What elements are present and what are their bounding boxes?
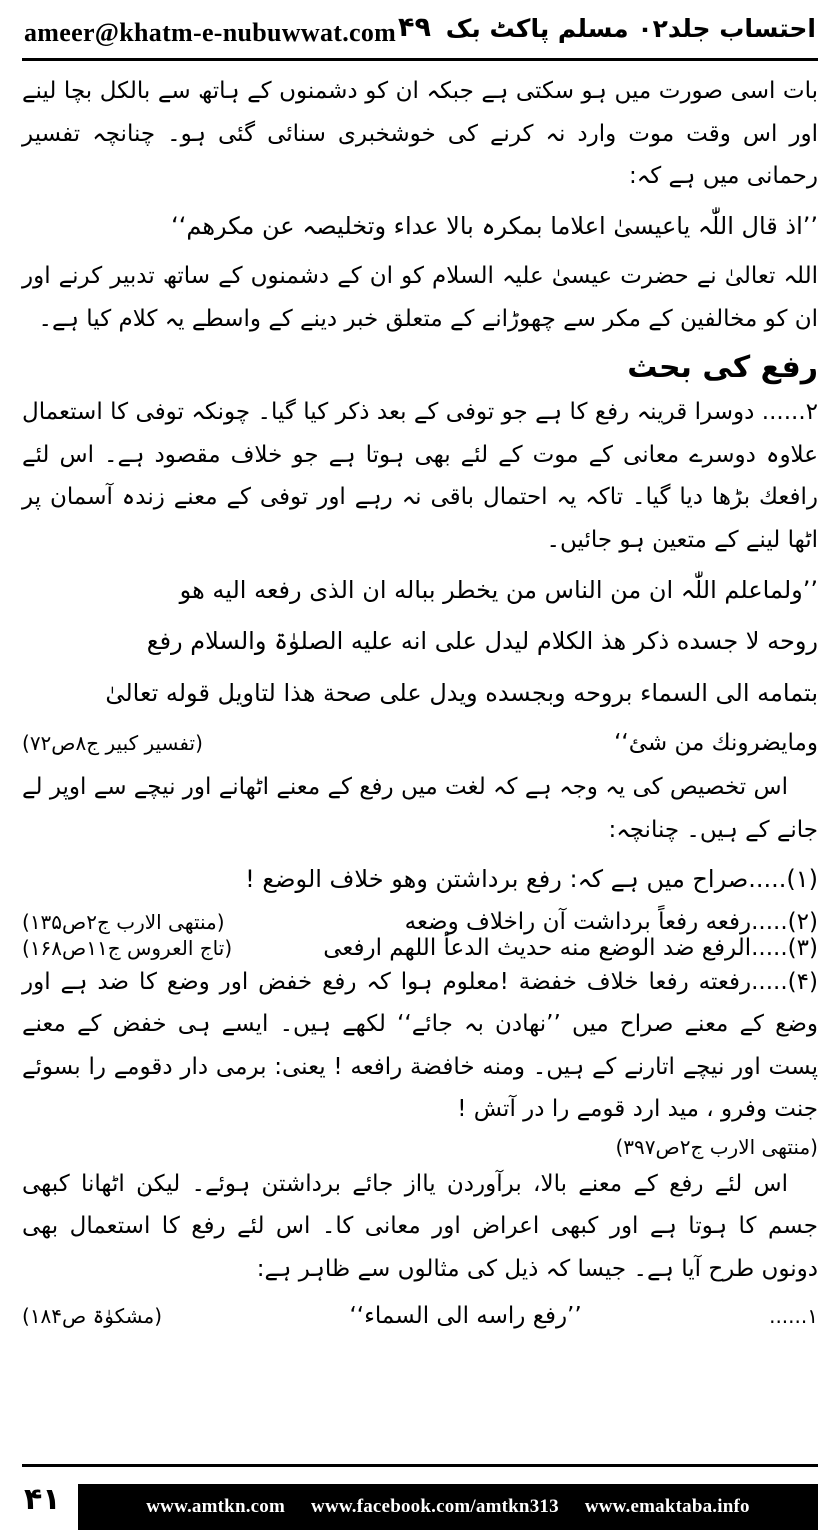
list-item-4: (۴).....رفعته رفعا خلاف خفضة !معلوم ہوا کہ رفع خفض اور وضع کا ضد ہے اور وضع کے معنے صراح میں ’’نهادن بہ جائے‘‘ لکھے ہیں۔ ایسے ہی خفض کے معنے پست اور نیچے اتارنے کے ہیں۔ ومنه خافضة رافعه ! یعنی: برمی دار دقومے را بسوئے جنت وفرو ، مید ارد قومے را در آتش ! — [22, 968, 818, 1123]
list-item-1: (۱).....صراح میں ہے کہ: رفع برداشتن وهو خلاف الوضع ! — [245, 865, 818, 894]
example-1-number: ۱...... — [769, 1303, 818, 1328]
citation-muntahi-al-arab-2: (منتهی الارب ج۲ص۳۹۷) — [615, 1134, 818, 1159]
list-item-3-row — [22, 935, 818, 961]
arabic-quote-2-line-4-row — [22, 722, 818, 766]
section-heading-rafa: رفع کی بحث — [627, 350, 818, 386]
citation-taj-al-uroos: (تاج العروس ج۱۱ص۱۶۸) — [22, 935, 233, 960]
citation-tafseer-kabeer: (تفسیر کبیر ج۸ص۷۲) — [22, 731, 203, 756]
footer-links-bar — [78, 1484, 818, 1530]
page-footer — [0, 1464, 840, 1540]
header-book-title: احتساب جلد۲۰ مسلم پاکٹ بک — [445, 14, 816, 43]
arabic-quote-2-line-1: ’’ولماعلم اللّٰہ ان من الناس من یخطر بباله ان الذی رفعه الیه هو — [179, 575, 818, 604]
footer-link-facebook[interactable]: www.facebook.com/amtkn313 — [311, 1496, 559, 1517]
header-page-number: ۴۹ — [398, 12, 431, 43]
footer-divider — [22, 1464, 818, 1467]
header-email: ameer@khatm-e-nubuwwat.com — [24, 18, 397, 47]
arabic-quote-2-line-4: ومایضرونك من شئ‘‘ — [614, 730, 818, 757]
paragraph-5: اس لئے رفع کے معنے بالا، برآوردن یااز جائے برداشتن ہوئے۔ لیکن اٹھانا کبھی جسم کا ہوتا ہے اور کبھی اعراض اور معانی کا۔ اس لئے رفع کا استعمال بھی دونوں طرح آیا ہے۔ جیسا کہ ذیل کی مثالوں سے ظاہر ہے: — [22, 1170, 818, 1282]
arabic-quote-2-line-3: بتمامه الی السماء بروحه وبجسده ویدل علی صحة هذا لتاویل قوله تعالیٰ — [105, 678, 818, 707]
list-item-2-row — [22, 909, 818, 935]
citation-mishkat: (مشکوٰۃ ص۱۸۴) — [22, 1303, 163, 1328]
paragraph-1: بات اسی صورت میں ہو سکتی ہے جبکہ ان کو دشمنوں کے ہاتھ سے بالکل بچا لینے اور اس وقت موت وارد نہ کرنے کی خوشخبری سنائی گئی ہو۔ چنانچہ تفسیر رحمانی میں ہے کہ: — [22, 78, 818, 190]
list-item-2: (۲).....رفعه رفعاً برداشت آن راخلاف وضعه — [404, 908, 818, 935]
footer-link-amtkn[interactable]: www.amtkn.com — [146, 1496, 286, 1517]
example-1-text: ’’رفع راسه الی السماء‘‘ — [349, 1302, 582, 1329]
list-item-3: (۳).....الرفع ضد الوضع منه حدیث الدعأ اللهم ارفعی — [323, 934, 818, 961]
paragraph-4: اس تخصیص کی یہ وجہ ہے کہ لغت میں رفع کے معنے اٹھانے اور نیچے سے اوپر لے جانے کے ہیں۔ چنانچہ: — [22, 773, 818, 843]
arabic-quote-2-line-2: روحه لا جسده ذکر هذ الکلام لیدل علی انه علیه الصلوٰۃ والسلام رفع — [146, 627, 818, 656]
paragraph-2: اللہ تعالیٰ نے حضرت عیسیٰ علیہ السلام کو ان کے دشمنوں کے ساتھ تدبیر کرنے اور ان کو مخالفین کے مکر سے چھوڑانے کے متعلق خبر دینے کے واسطے یہ کلام کیا ہے۔ — [22, 263, 818, 332]
example-1-row — [22, 1295, 818, 1339]
header-divider — [22, 58, 818, 61]
paragraph-3: ۲...... دوسرا قرینہ رفع کا ہے جو توفی کے بعد ذکر کیا گیا۔ چونکہ توفی کا استعمال علاوہ دوسرے معانی کے موت کے لئے بھی ہوتا ہے جو خلاف مقصود ہے۔ اس لئے رافعك بڑھا دیا گیا۔ تاکہ یہ احتمال باقی نہ رہے اور توفی کے معنے زندہ آسمان پر اٹھا لینے کے متعین ہو جائیں۔ — [22, 399, 818, 553]
footer-link-emaktaba[interactable]: www.emaktaba.info — [584, 1496, 750, 1517]
citation-muntahi-al-arab-1: (منتهی الارب ج۲ص۱۳۵) — [22, 909, 225, 934]
page-content — [22, 70, 818, 1448]
footer-page-number: ۴۱ — [24, 1482, 61, 1517]
page-header — [0, 0, 840, 62]
arabic-quote-1: ’’اذ قال اللّٰہ یاعیسیٰ اعلاما بمکرہ بالا عداء وتخلیصہ عن مکرھم‘‘ — [171, 211, 818, 240]
